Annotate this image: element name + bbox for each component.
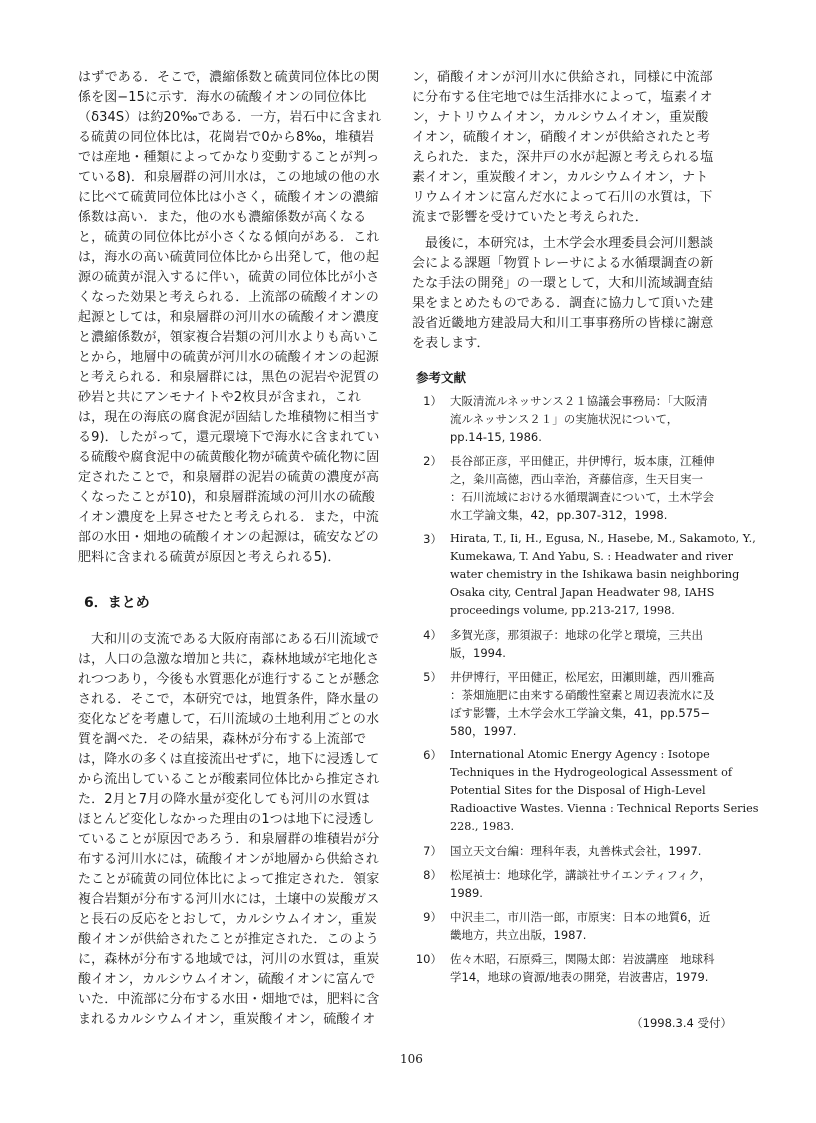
reference-line: 流ルネッサンス２１」の実施状況について， xyxy=(450,412,679,426)
reference-line: 版，1994. xyxy=(450,646,506,660)
reference-item xyxy=(412,452,734,524)
reference-number: 7） xyxy=(423,844,442,858)
reference-line: Techniques in the Hydrogeological Assessment of xyxy=(450,766,732,779)
text-line: 複合岩類が分布する河川水には，土壌中の炭酸ガス xyxy=(78,892,380,907)
text-line: 源の硫黄が混入するに伴い，硫黄の同位体比が小さ xyxy=(78,270,380,285)
reference-line: 580，1997. xyxy=(450,724,517,738)
text-line: 布する河川水には，硫酸イオンが地層から供給され xyxy=(78,852,379,867)
reference-text xyxy=(450,866,734,902)
text-line: ン，ナトリウムイオン，カルシウムイオン，重炭酸 xyxy=(412,110,709,125)
reference-line: 228., 1983. xyxy=(450,820,515,833)
text-line: 質を調べた．その結果，森林が分布する上流部で xyxy=(78,732,367,747)
acknowledgement-text xyxy=(412,234,734,354)
summary-text-continued xyxy=(412,68,734,228)
text-line: は，降水の多くは直接流出せずに，地下に浸透して xyxy=(78,752,380,767)
section-heading-summary: 6．まとめ xyxy=(84,595,150,611)
text-line: 設省近畿地方建設局大和川工事事務所の皆様に謝意 xyxy=(412,316,714,331)
text-line: えられた．また，深井戸の水が起源と考えられる塩 xyxy=(412,150,714,165)
text-line: 流まで影響を受けていたと考えられた． xyxy=(412,210,648,225)
text-line: 砂岩と共にアンモナイトや2枚貝が含まれ，これ xyxy=(78,390,361,405)
text-line: る硫酸や腐食泥中の硫黄酸化物が硫黄や硫化物に固 xyxy=(78,450,380,465)
text-line: 変化などを考慮して，石川流域の土地利用ごとの水 xyxy=(78,712,380,727)
reference-number: 8） xyxy=(423,868,442,882)
text-line: 最後に，本研究は，土木学会水理委員会河川懇談 xyxy=(425,236,714,251)
reference-line: Kumekawa, T. And Yabu, S. : Headwater and river xyxy=(450,550,733,563)
text-line: 定されたことで，和泉層群の泥岩の硫黄の濃度が高 xyxy=(78,470,380,485)
text-line: 肥料に含まれる硫黄が原因と考えられる5)． xyxy=(78,550,341,565)
text-line: ほとんど変化しなかった理由の1つは地下に浸透し xyxy=(78,812,375,827)
reference-text xyxy=(450,530,756,620)
reference-item xyxy=(412,668,734,740)
reference-line: 中沢圭二，市川浩一郎，市原実：日本の地質6，近 xyxy=(450,910,711,924)
reference-line: 多賀光彦，那須淑子：地球の化学と環境，三共出 xyxy=(450,628,703,642)
text-line: くなった効果と考えられる．上流部の硫酸イオンの xyxy=(78,290,379,305)
reference-text xyxy=(450,908,734,944)
reference-line: Hirata, T., Ii, H., Egusa, N., Hasebe, M., Sakamoto, Y., xyxy=(450,532,756,545)
reference-text xyxy=(450,842,734,860)
text-line: とから，地層中の硫黄が河川水の硫酸イオンの起源 xyxy=(78,350,379,365)
reference-item xyxy=(412,626,734,662)
reference-line: Radioactive Wastes. Vienna : Technical Reports Series xyxy=(450,802,759,815)
reference-text xyxy=(450,668,734,740)
received-date: （1998.3.4 受付） xyxy=(631,1016,732,1030)
text-line: リウムイオンに富んだ水によって石川の水質は，下 xyxy=(412,190,713,205)
text-line: たことが硫黄の同位体比によって推定された．領家 xyxy=(78,872,380,887)
reference-number: 2） xyxy=(423,454,442,468)
reference-item xyxy=(412,746,759,836)
reference-text xyxy=(450,452,734,524)
text-line: 係を図−15に示す．海水の硫酸イオンの同位体比 xyxy=(78,90,367,105)
text-line: 大和川の支流である大阪府南部にある石川流域で xyxy=(91,632,380,647)
reference-item xyxy=(412,908,734,944)
reference-number: 5） xyxy=(423,670,442,684)
right-column xyxy=(412,68,759,992)
text-line: は，現在の海底の腐食泥が固結した堆積物に相当す xyxy=(78,410,380,425)
reference-text xyxy=(450,950,734,986)
summary-text xyxy=(78,630,398,1030)
reference-line: ：石川流域における水循環調査について，土木学会 xyxy=(450,490,715,504)
text-line: と濃縮係数が，領家複合岩類の河川水よりも高いこ xyxy=(78,330,380,345)
text-line: と考えられる．和泉層群には，黒色の泥岩や泥質の xyxy=(78,370,380,385)
text-line: る9)．したがって，還元環境下で海水に含まれてい xyxy=(78,430,380,445)
reference-line: 井伊博行，平田健正，松尾宏，田瀬則雄，西川雅高 xyxy=(450,670,715,684)
reference-line: 水工学論文集，42，pp.307-312，1998. xyxy=(450,508,668,522)
reference-line: 1989. xyxy=(450,886,483,900)
reference-text xyxy=(450,626,734,662)
text-line: を表します． xyxy=(412,336,490,351)
text-line: ている8)．和泉層群の河川水は，この地域の他の水 xyxy=(78,170,380,185)
text-line: （δ34S）は約20‰である．一方，岩石中に含まれ xyxy=(78,110,382,125)
text-line: ン，硝酸イオンが河川水に供給され，同様に中流部 xyxy=(412,70,713,85)
reference-line: Osaka city, Central Japan Headwater 98, IAHS xyxy=(450,586,715,599)
page-number: 106 xyxy=(400,1052,423,1066)
text-line: に，森林が分布する地域では，河川の水質は，重炭 xyxy=(78,952,380,967)
text-line: る硫黄の同位体比は，花崗岩で0から8‰，堆積岩 xyxy=(78,130,375,145)
text-line: れつつあり，今後も水質悪化が進行することが懸念 xyxy=(78,672,380,687)
reference-line: proceedings volume, pp.213-217, 1998. xyxy=(450,604,675,617)
reference-item xyxy=(412,866,734,902)
text-line: と，硫黄の同位体比が小さくなる傾向がある．これ xyxy=(78,230,380,245)
text-line: 部の水田・畑地の硫酸イオンの起源は，硫安などの xyxy=(78,530,379,545)
text-line: は，人口の急激な増加と共に，森林地域が宅地化さ xyxy=(78,652,380,667)
text-line: たな手法の開発」の一環として，大和川流域調査結 xyxy=(412,276,714,291)
reference-number: 9） xyxy=(423,910,442,924)
reference-item xyxy=(412,392,734,446)
reference-number: 3） xyxy=(423,532,442,546)
text-line: 酸イオンが供給されたことが推定された．このよう xyxy=(78,932,379,947)
text-line: に分布する住宅地では生活排水によって，塩素イオ xyxy=(412,90,713,105)
reference-line: 大阪清流ルネッサンス２１協議会事務局：「大阪清 xyxy=(450,394,708,408)
reference-number: 4） xyxy=(423,628,442,642)
text-line: は，海水の高い硫黄同位体比から出発して，他の起 xyxy=(78,250,380,265)
reference-line: 佐々木昭，石原舜三，関陽太郎：岩波講座 地球科 xyxy=(450,952,715,966)
reference-line: water chemistry in the Ishikawa basin neighboring xyxy=(450,568,740,581)
text-line: まれるカルシウムイオン，重炭酸イオン，硫酸イオ xyxy=(78,1012,376,1027)
text-line: 会による課題「物質トレーサによる水循環調査の新 xyxy=(412,256,714,271)
text-line: では産地・種類によってかなり変動することが判っ xyxy=(78,150,380,165)
text-line: イオン，硫酸イオン，硝酸イオンが供給されたと考 xyxy=(412,130,711,145)
reference-line: pp.14-15, 1986. xyxy=(450,430,542,444)
text-line: と長石の反応をとおして，カルシウムイオン，重炭 xyxy=(78,912,377,927)
reference-line: 国立天文台編：理科年表，丸善株式会社，1997. xyxy=(450,844,702,858)
reference-text xyxy=(450,392,734,446)
references-title: 参考文献 xyxy=(416,370,467,385)
reference-item xyxy=(412,842,734,860)
text-line: 果をまとめたものである．調査に協力して頂いた建 xyxy=(412,296,714,311)
text-line: イオン濃度を上昇させたと考えられる．また，中流 xyxy=(78,510,379,525)
reference-line: International Atomic Energy Agency : Isotope xyxy=(450,748,710,761)
reference-line: 学14，地球の資源/地表の開発，岩波書店，1979. xyxy=(450,970,709,984)
left-column xyxy=(78,68,398,1030)
reference-line: Potential Sites for the Disposal of High-Level xyxy=(450,784,706,797)
body-text-continuation xyxy=(78,68,398,568)
reference-line: ：茶畑施肥に由来する硝酸性窒素と周辺表流水に及 xyxy=(450,688,715,702)
text-line: から流出していることが酸素同位体比から推定され xyxy=(78,772,380,787)
reference-list xyxy=(412,392,759,986)
text-line: 素イオン，重炭酸イオン，カルシウムイオン，ナト xyxy=(412,170,709,185)
text-line: くなったことが10)，和泉層群流域の河川水の硫酸 xyxy=(78,490,376,505)
reference-number: 6） xyxy=(423,748,442,762)
reference-number: 10） xyxy=(415,952,442,966)
text-line: ていることが原因であろう．和泉層群の堆積岩が分 xyxy=(78,832,380,847)
text-line: に比べて硫黄同位体比は小さく，硫酸イオンの濃縮 xyxy=(78,190,379,205)
reference-line: 畿地方，共立出版，1987. xyxy=(450,928,587,942)
text-line: 起源としては，和泉層群の河川水の硫酸イオン濃度 xyxy=(78,310,379,325)
reference-number: 1） xyxy=(423,394,442,408)
reference-text xyxy=(450,746,758,836)
text-line: 酸イオン，カルシウムイオン，硫酸イオンに富んで xyxy=(78,972,376,987)
reference-item xyxy=(412,530,756,620)
reference-line: 松尾禎士：地球化学，講談社サイエンティフィク， xyxy=(450,868,711,882)
reference-item xyxy=(412,950,734,986)
reference-line: 長谷部正彦，平田健正，井伊博行，坂本康，江種伸 xyxy=(450,454,715,468)
reference-line: 之，粂川高徳，西山幸治，斉藤信彦，生天目実一 xyxy=(450,472,703,486)
text-line: はずである．そこで，濃縮係数と硫黄同位体比の関 xyxy=(78,70,380,85)
text-line: される．そこで，本研究では，地質条件，降水量の xyxy=(78,692,380,707)
reference-line: ぼす影響，土木学会水工学論文集，41，pp.575− xyxy=(450,706,710,720)
text-line: 係数は高い．また，他の水も濃縮係数が高くなる xyxy=(78,210,367,225)
text-line: た．2月と7月の降水量が変化しても河川の水質は xyxy=(78,792,370,807)
text-line: いた．中流部に分布する水田・畑地では，肥料に含 xyxy=(78,992,380,1007)
